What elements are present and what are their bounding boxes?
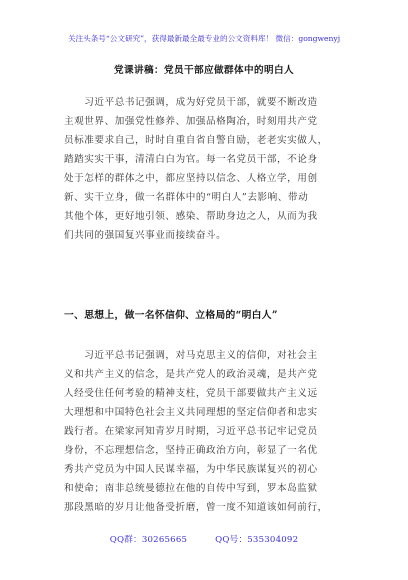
document-title: 党课讲稿：党员干部应做群体中的明白人	[114, 65, 294, 76]
paragraph-line: 义和共产主义的信念，是共产党人的政治灵魂，是共产党	[64, 369, 318, 380]
paragraph-line: 主观世界、加强党性修养、加强品格陶冶，时刻用共产党	[64, 116, 318, 127]
paragraph-line: 秀共产党员为中国人民谋幸福，为中华民族谋复兴的初心	[64, 464, 318, 475]
paragraph-line: 和使命；南非总统曼德拉在他的自传中写到，罗本岛监狱	[64, 483, 318, 494]
paragraph-line: 处于怎样的群体之中，都应坚持以信念、人格立学，用创	[64, 173, 318, 184]
paragraph-line: 习近平总书记强调，对马克思主义的信仰，对社会主	[64, 350, 318, 361]
paragraph-line: 员标准要求自己，时时自重自省自警自励，老老实实做人，	[64, 135, 328, 146]
paragraph-line: 践行者。在梁家河知青岁月时期，习近平总书记牢记党员	[64, 426, 318, 437]
section-heading: 一、思想上，做一名怀信仰、立格局的“明白人”	[64, 310, 278, 321]
top-banner: 关注头条号“公文研究”，获得最新最全最专业的公文资料库！ 微信：gongwenyj	[67, 34, 341, 43]
paragraph-line: 大理想和中国特色社会主义共同理想的坚定信仰者和忠实	[64, 407, 318, 418]
paragraph-section1	[64, 346, 348, 517]
paragraph-line: 新、实干立身，做一名群体中的“明白人”去影响、带动	[64, 192, 309, 203]
paragraph-line: 踏踏实实干事，清清白白为官。每一名党员干部，不论身	[64, 154, 318, 165]
paragraph-line: 人经受住任何考验的精神支柱，党员干部要做共产主义远	[64, 388, 318, 399]
qq-number-text: QQ号：535304092	[215, 535, 299, 545]
paragraph-line: 们共同的强国复兴事业而接续奋斗。	[64, 230, 227, 241]
paragraph-line: 那段黑暗的岁月让他备受折磨，曾一度不知道该如何前行，	[64, 502, 328, 513]
paragraph-line: 身份，不忘理想信念，坚持正确政治方向，彰显了一名优	[64, 445, 318, 456]
qq-group-text: QQ群：30265665	[109, 535, 188, 545]
paragraph-line: 其他个体，更好地引领、感染、帮助身边之人，从而为我	[64, 211, 318, 222]
footer	[0, 533, 408, 545]
paragraph-line: 习近平总书记强调，成为好党员干部，就要不断改造	[64, 97, 318, 108]
paragraph-intro	[64, 93, 348, 245]
